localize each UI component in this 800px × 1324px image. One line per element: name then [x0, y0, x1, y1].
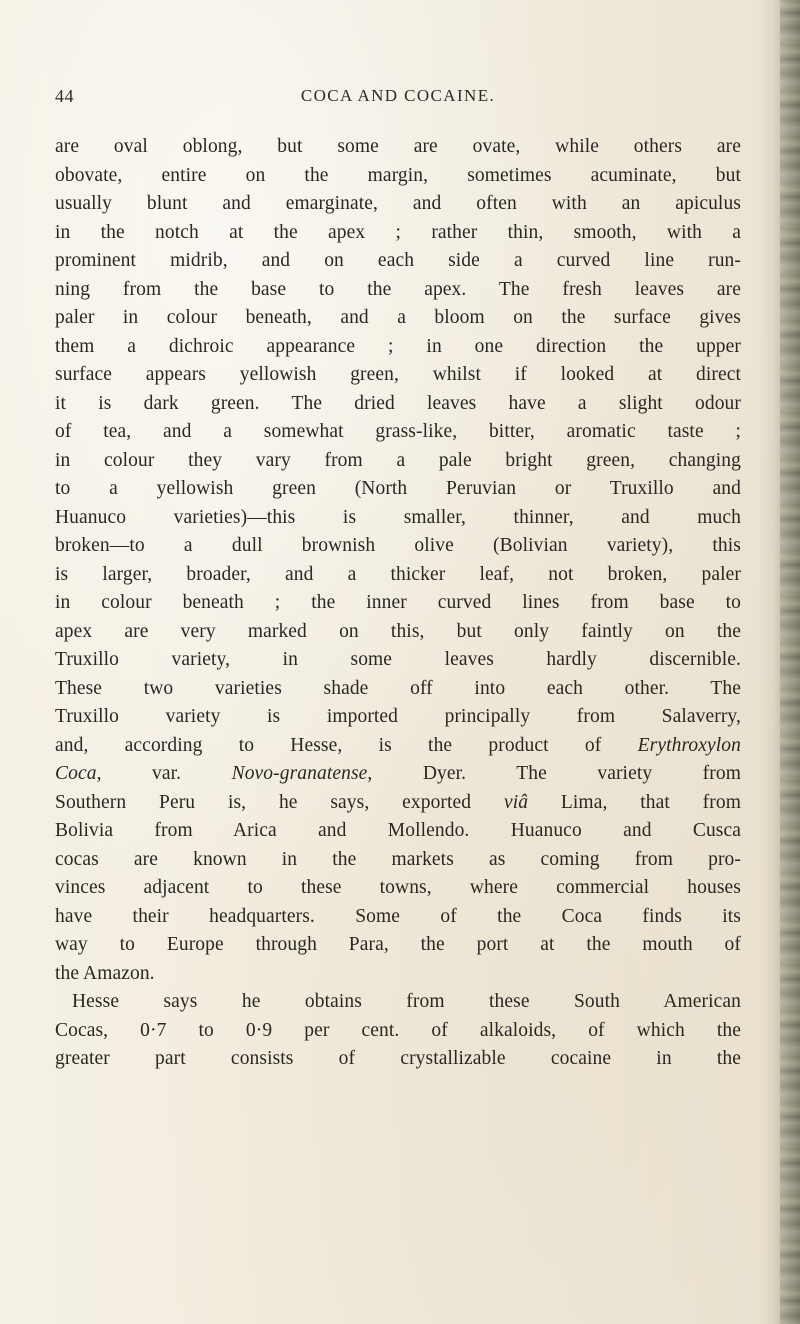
italic-text: Erythroxylon — [637, 734, 741, 756]
text-line: Cocas, 0·7 to 0·9 per cent. of alkaloids, of which the — [55, 1019, 741, 1041]
text-line: greater part consists of crystallizable cocaine in the — [55, 1048, 741, 1069]
text-line: usually blunt and emarginate, and often with an apiculus — [55, 193, 741, 214]
text-line: Huanuco varieties)—this is smaller, thinner, and much — [55, 506, 741, 528]
page-header — [55, 86, 741, 110]
text-line: are oval oblong, but some are ovate, while others are — [55, 136, 741, 157]
text-line: ning from the base to the apex. The fresh leaves are — [55, 278, 741, 300]
text-line: way to Europe through Para, the port at the mouth of — [55, 934, 741, 955]
text-line: Hesse says he obtains from these South American — [72, 991, 741, 1012]
italic-text: Coca — [55, 763, 97, 784]
text-line: have their headquarters. Some of the Coca finds its — [55, 905, 741, 927]
text-line: Truxillo variety, in some leaves hardly discernible. — [55, 649, 741, 670]
binding-edge — [780, 0, 800, 1324]
text-line: surface appears yellowish green, whilst if looked at direct — [55, 364, 741, 385]
text-line: cocas are known in the markets as coming from pro- — [55, 848, 741, 870]
text-line: them a dichroic appearance ; in one direction the upper — [55, 335, 741, 357]
text-line: obovate, entire on the margin, sometimes acuminate, but — [55, 164, 741, 186]
text-line: in colour they vary from a pale bright green, changing — [55, 449, 741, 471]
text-segment: Lima, that from — [528, 791, 741, 813]
text-line: apex are very marked on this, but only faintly on the — [55, 620, 741, 642]
text-line — [55, 732, 741, 761]
text-line: Truxillo variety is imported principally from Salaverry, — [55, 706, 741, 727]
text-segment: , var. — [96, 763, 232, 784]
text-line — [55, 760, 741, 789]
text-line: paler in colour beneath, and a bloom on the surface gives — [55, 307, 741, 328]
text-line: the Amazon. — [55, 962, 155, 984]
text-line: These two varieties shade off into each other. The — [55, 677, 741, 699]
text-line: to a yellowish green (North Peruvian or Truxillo and — [55, 478, 741, 499]
text-line: Bolivia from Arica and Mollendo. Huanuco and Cusca — [55, 820, 741, 841]
text-segment: and, according to Hesse, is the product of — [55, 734, 638, 756]
page-number: 44 — [55, 86, 74, 106]
text-line: in colour beneath ; the inner curved lines from base to — [55, 592, 741, 613]
text-line: is larger, broader, and a thicker leaf, not broken, paler — [55, 563, 741, 585]
text-line: of tea, and a somewhat grass-like, bitter, aromatic taste ; — [55, 421, 741, 442]
text-segment: Southern Peru is, he says, exported — [55, 791, 504, 813]
text-line: broken—to a dull brownish olive (Bolivian variety), this — [55, 535, 741, 556]
text-segment: , Dyer. The variety from — [367, 763, 741, 784]
text-line — [55, 789, 741, 818]
text-line: prominent midrib, and on each side a curved line run- — [55, 250, 741, 271]
text-line: in the notch at the apex ; rather thin, smooth, with a — [55, 221, 741, 243]
running-head: COCA AND COCAINE. — [300, 86, 496, 105]
text-line: it is dark green. The dried leaves have a slight odour — [55, 392, 741, 414]
body-text — [55, 133, 741, 1074]
italic-text: viâ — [503, 791, 529, 813]
italic-text: Novo-granatense — [231, 763, 368, 784]
text-line: vinces adjacent to these towns, where commercial houses — [55, 877, 741, 898]
